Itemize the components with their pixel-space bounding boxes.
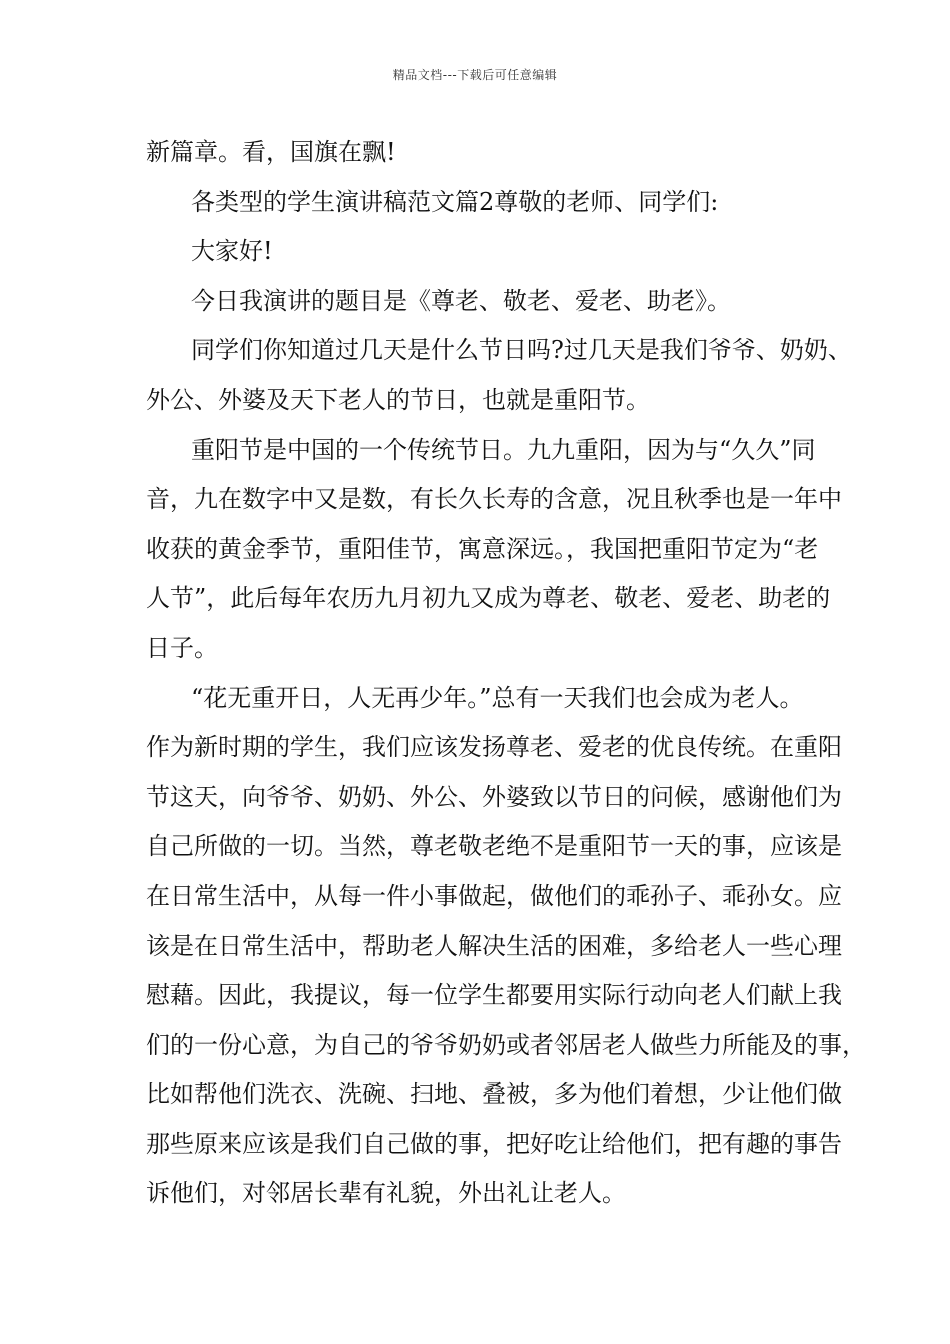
page-header: 精品文档---下载后可任意编辑 — [392, 68, 558, 82]
text-line: 外公、外婆及天下老人的节日，也就是重阳节。 — [146, 385, 650, 414]
text-line: 慰藉。因此，我提议，每一位学生都要用实际行动向老人们献上我 — [146, 981, 842, 1010]
text-line: 收获的黄金季节，重阳佳节，寓意深远。，我国把重阳节定为“老 — [146, 534, 819, 563]
text-line: 那些原来应该是我们自己做的事，把好吃让给他们，把有趣的事告 — [146, 1129, 842, 1158]
text-line: “花无重开日，人无再少年。”总有一天我们也会成为老人。 — [191, 683, 804, 712]
text-line: 该是在日常生活中，帮助老人解决生活的困难，多给老人一些心理 — [146, 931, 842, 960]
text-line: 人节”，此后每年农历九月初九又成为尊老、敬老、爱老、助老的 — [146, 584, 831, 613]
text-line: 作为新时期的学生，我们应该发扬尊老、爱老的优良传统。在重阳 — [146, 733, 842, 762]
text-line: 比如帮他们洗衣、洗碗、扫地、叠被，多为他们着想，少让他们做 — [146, 1080, 842, 1109]
text-line: 在日常生活中，从每一件小事做起，做他们的乖孙子、乖孙女。应 — [146, 881, 842, 910]
text-line: 日子。 — [146, 633, 218, 662]
text-line: 诉他们，对邻居长辈有礼貌，外出礼让老人。 — [146, 1179, 626, 1208]
text-line: 新篇章。看，国旗在飘! — [146, 138, 396, 166]
text-line: 们的一份心意，为自己的爷爷奶奶或者邻居老人做些力所能及的事， — [146, 1030, 866, 1059]
text-line: 重阳节是中国的一个传统节日。九九重阳，因为与“久久”同 — [191, 435, 816, 464]
text-line: 同学们你知道过几天是什么节日吗?过几天是我们爷爷、奶奶、 — [191, 336, 852, 365]
document-body — [146, 128, 866, 1219]
text-line: 自己所做的一切。当然，尊老敬老绝不是重阳节一天的事，应该是 — [146, 832, 842, 861]
text-line: 节这天，向爷爷、奶奶、外公、外婆致以节日的问候，感谢他们为 — [146, 782, 842, 811]
text-line: 今日我演讲的题目是《尊老、敬老、爱老、助老》。 — [191, 286, 731, 315]
text-line: 大家好! — [191, 237, 273, 266]
text-line: 音，九在数字中又是数，有长久长寿的含意，况且秋季也是一年中 — [146, 485, 842, 514]
text-line: 各类型的学生演讲稿范文篇2尊敬的老师、同学们: — [191, 187, 719, 216]
